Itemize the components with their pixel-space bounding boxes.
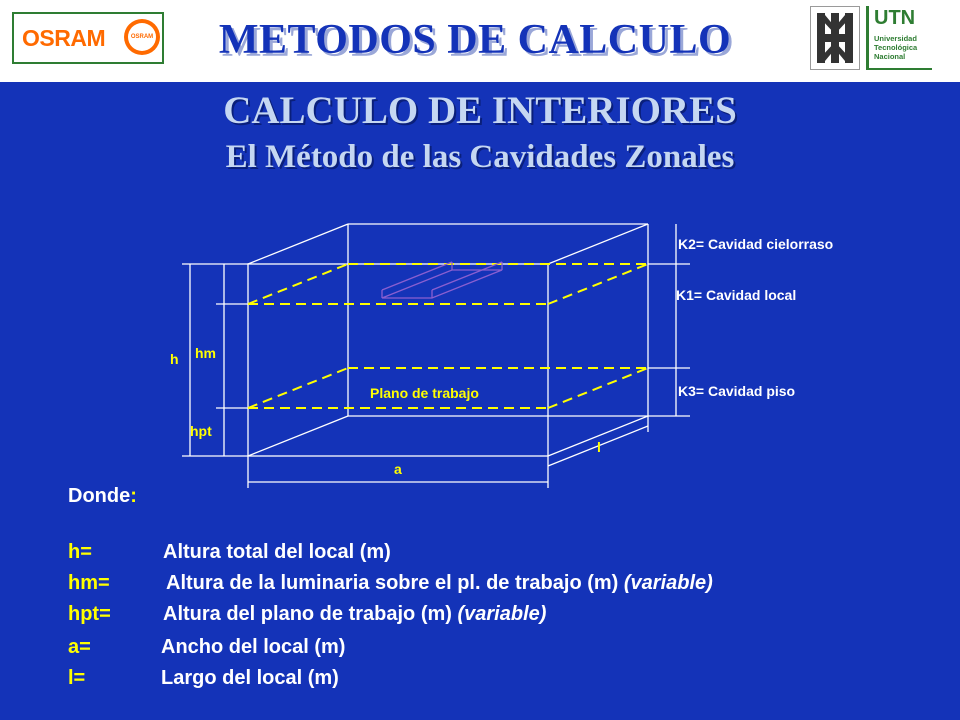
definition-desc: Ancho del local (m) bbox=[161, 636, 346, 658]
label-a: a bbox=[394, 461, 402, 477]
definition-term: hm= bbox=[68, 572, 110, 594]
label-k2: K2= Cavidad cielorraso bbox=[678, 236, 834, 252]
osram-logo-text: OSRAM bbox=[22, 25, 106, 51]
definition-variable: (variable) bbox=[623, 572, 713, 594]
label-k1: K1= Cavidad local bbox=[676, 287, 797, 303]
legend-heading-colon: : bbox=[130, 485, 137, 507]
definition-variable: (variable) bbox=[457, 603, 547, 625]
definition-term: h= bbox=[68, 541, 92, 563]
definition-desc-wrap bbox=[163, 603, 546, 626]
header-title: METODOS DE CALCULO bbox=[218, 17, 732, 63]
definition-desc: Altura de la luminaria sobre el pl. de trabajo (m) bbox=[166, 572, 619, 594]
slide-subtitle: El Método de las Cavidades Zonales bbox=[225, 139, 735, 175]
definition-desc: Altura total del local (m) bbox=[163, 541, 391, 563]
label-k3: K3= Cavidad piso bbox=[678, 383, 796, 399]
definition-desc: Largo del local (m) bbox=[161, 667, 339, 689]
definition-desc: Altura del plano de trabajo (m) bbox=[163, 603, 452, 625]
label-l: l bbox=[597, 439, 601, 455]
utn-name: UTN bbox=[874, 7, 916, 29]
utn-sub-line: Nacional bbox=[874, 52, 906, 61]
legend-heading bbox=[68, 485, 137, 508]
osram-bulb-text: OSRAM bbox=[130, 34, 154, 40]
utn-sub-line: Tecnológica bbox=[874, 43, 918, 52]
utn-sub-line: Universidad bbox=[874, 34, 917, 43]
label-plano-de-trabajo: Plano de trabajo bbox=[370, 385, 479, 401]
label-hpt: hpt bbox=[190, 423, 212, 439]
definition-term: hpt= bbox=[68, 603, 111, 625]
definition-term: a= bbox=[68, 636, 91, 658]
definition-term: l= bbox=[68, 667, 86, 689]
legend-heading-text: Donde bbox=[68, 485, 131, 507]
label-h: h bbox=[170, 351, 179, 367]
slide-title: CALCULO DE INTERIORES bbox=[223, 89, 737, 132]
definition-desc-wrap bbox=[166, 572, 713, 595]
label-hm: hm bbox=[195, 345, 216, 361]
luminaire-icon bbox=[382, 262, 502, 298]
